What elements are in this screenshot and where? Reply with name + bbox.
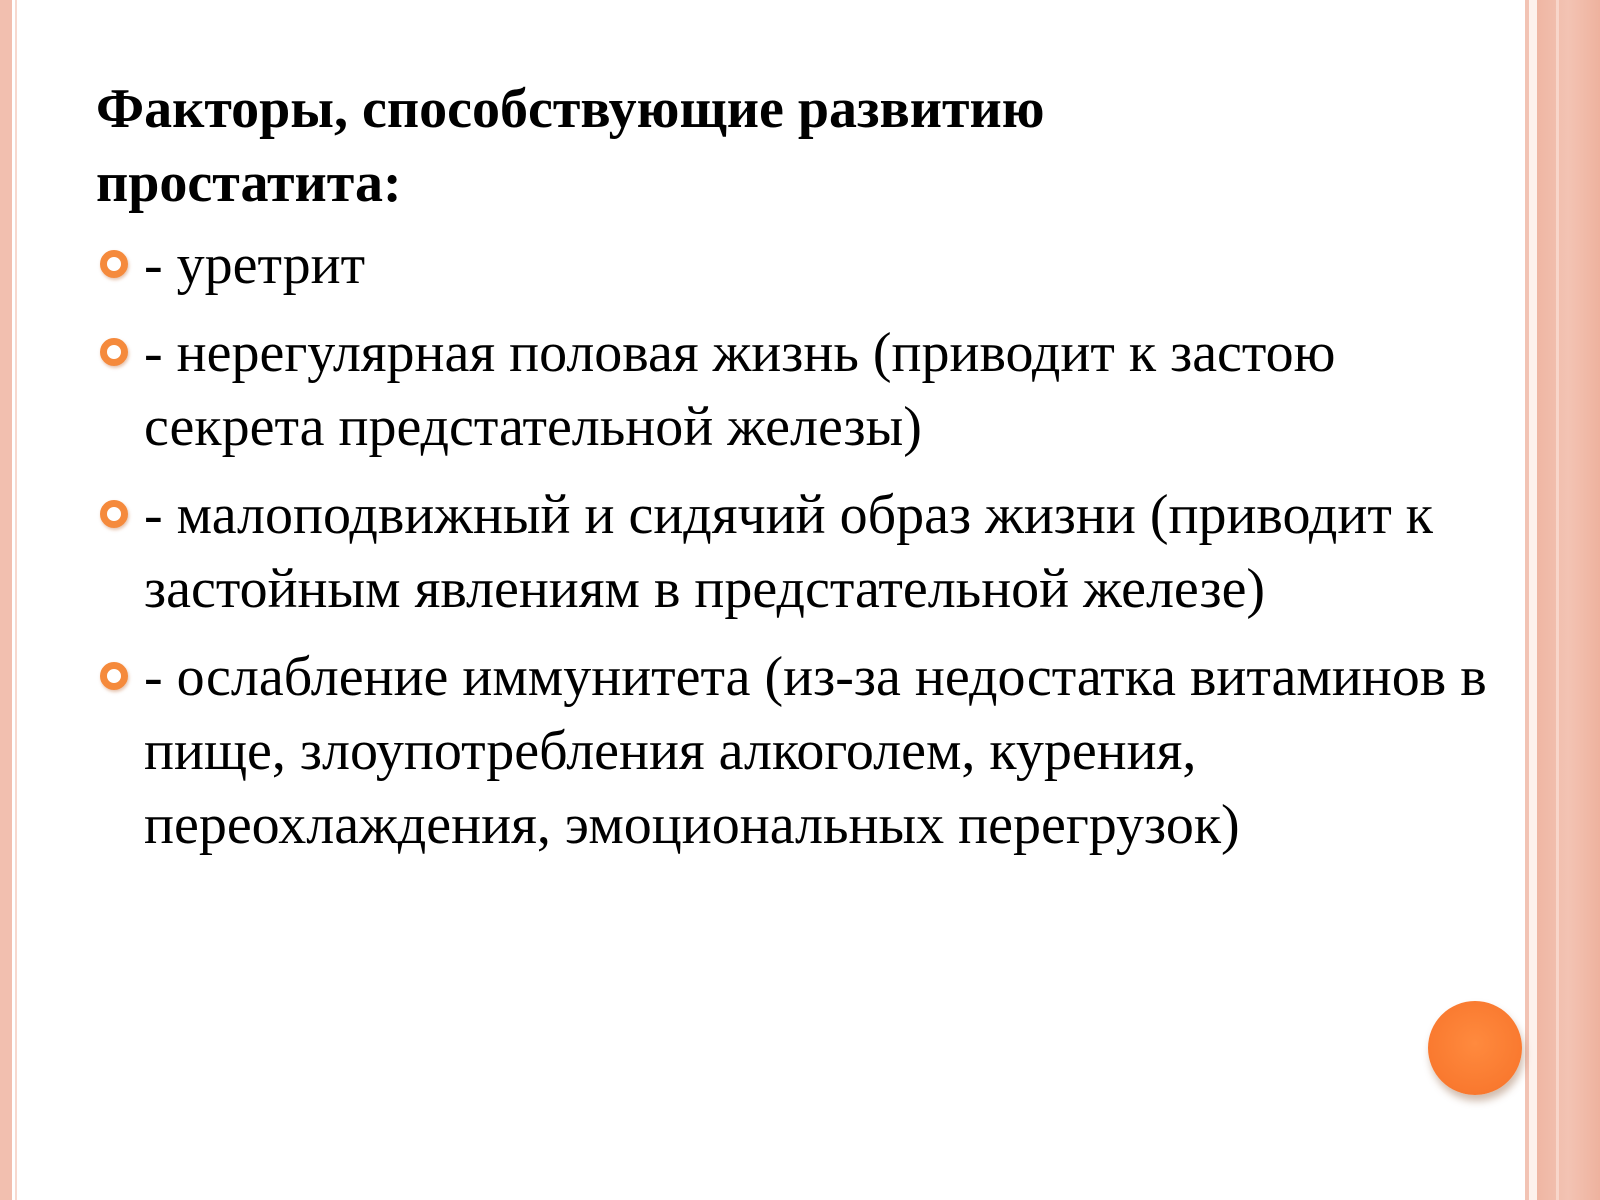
bullet-list	[96, 228, 1506, 862]
bullet-text: - нерегулярная половая жизнь (приводит к застою секрета предстательной железы)	[144, 322, 1336, 458]
right-border-gap	[1529, 0, 1537, 1200]
right-border-decoration	[1537, 0, 1600, 1200]
bullet-item	[96, 640, 1506, 862]
bullet-item	[96, 228, 1506, 302]
bullet-text: - ослабление иммунитета (из-за недостатка витаминов в пище, злоупотребления алкоголем, курения, переохлаждения, эмоциональных перегрузок)	[144, 646, 1487, 856]
bullet-text: - малоподвижный и сидячий образ жизни (приводит к застойным явлениям в предстательной железе)	[144, 484, 1434, 620]
orange-circle-decoration	[1428, 1001, 1522, 1095]
right-border-inner-line	[1556, 0, 1559, 1200]
slide-content	[96, 72, 1506, 876]
bullet-item	[96, 478, 1506, 626]
ring-bullet-icon	[100, 662, 128, 690]
ring-bullet-icon	[100, 500, 128, 528]
bullet-text: - уретрит	[144, 234, 366, 296]
slide-title: Факторы, способствующие развитию простатита:	[96, 78, 1045, 214]
left-border-line	[15, 0, 17, 1200]
ring-bullet-icon	[100, 250, 128, 278]
left-border-decoration	[0, 0, 12, 1200]
ring-bullet-icon	[100, 338, 128, 366]
bullet-item	[96, 316, 1506, 464]
